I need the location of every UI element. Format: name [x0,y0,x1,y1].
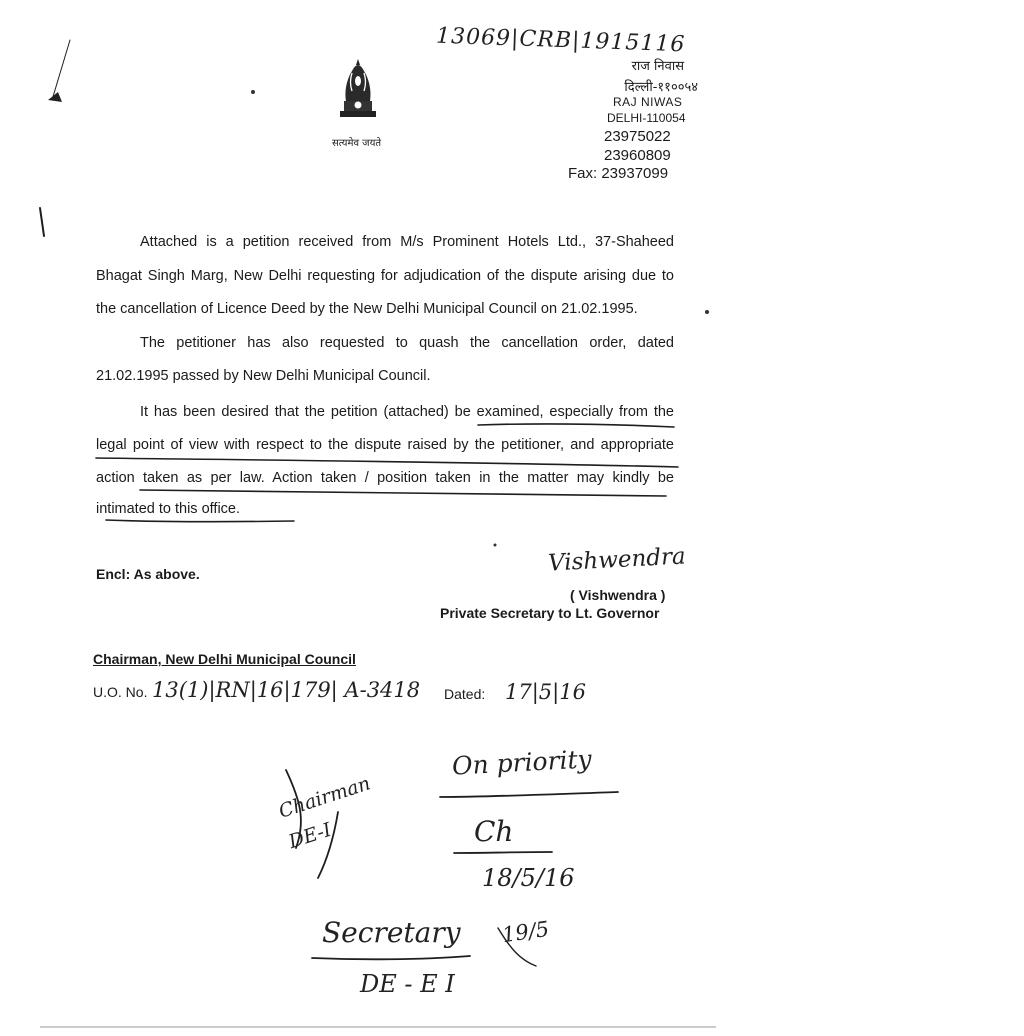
annotation-deed: DE - E I [360,970,455,998]
uo-number-label: U.O. No. [93,684,148,700]
annotation-on-priority: On priority [451,744,593,781]
paragraph-2-line-1: The petitioner has also requested to quash the cancellation order, dated [140,335,674,351]
paragraph-1-line-2: Bhagat Singh Marg, New Delhi requesting for adjudication of the dispute arising due to [96,268,674,284]
paragraph-1-line-1: Attached is a petition received from M/s Prominent Hotels Ltd., 37-Shaheed [140,234,674,250]
annotation-secretary: Secretary [322,916,461,949]
annotation-initials: Ch [474,815,514,848]
paragraph-1-line-3: the cancellation of Licence Deed by the New Delhi Municipal Council on 21.02.1995. [96,301,638,317]
paragraph-3-line-3: action taken as per law. Action taken / position taken in the matter may kindly be [96,470,674,486]
address-line2: DELHI-110054 [607,111,686,125]
paragraph-3-line-1: It has been desired that the petition (attached) be examined, especially from the [140,404,674,420]
address-hindi-line1: राज निवास [631,59,684,74]
annotation-date: 18/5/16 [482,864,575,892]
uo-number-handwritten: 13(1)|RN|16|179| A-3418 [152,678,421,702]
address-hindi-line2: दिल्ली-११००५४ [624,80,698,95]
handwritten-reference: 13069|CRB|1915116 [435,23,686,58]
paragraph-3-line-2: legal point of view with respect to the dispute raised by the petitioner, and appropriate [96,437,674,453]
emblem-motto: सत्यमेव जयते [332,138,382,149]
phone-number-2: 23960809 [604,147,671,164]
handwritten-signature: Vishwendra [547,543,687,577]
enclosure-note: Encl: As above. [96,566,200,582]
paragraph-3-line-4: intimated to this office. [96,501,241,517]
signatory-name: ( Vishwendra ) [570,587,666,603]
fax-number: Fax: 23937099 [568,165,669,182]
paragraph-2-line-2: 21.02.1995 passed by New Delhi Municipal Council. [96,368,431,384]
annotation-chairman: Chairman DE-I [276,772,374,854]
dated-handwritten: 17|5|16 [505,680,586,704]
addressee: Chairman, New Delhi Municipal Council [93,651,356,667]
dated-label: Dated: [444,686,486,702]
signatory-designation: Private Secretary to Lt. Governor [440,605,660,621]
address-line1: RAJ NIWAS [613,95,683,109]
phone-number-1: 23975022 [604,128,671,145]
annotation-date-2: 19/5 [500,916,551,948]
